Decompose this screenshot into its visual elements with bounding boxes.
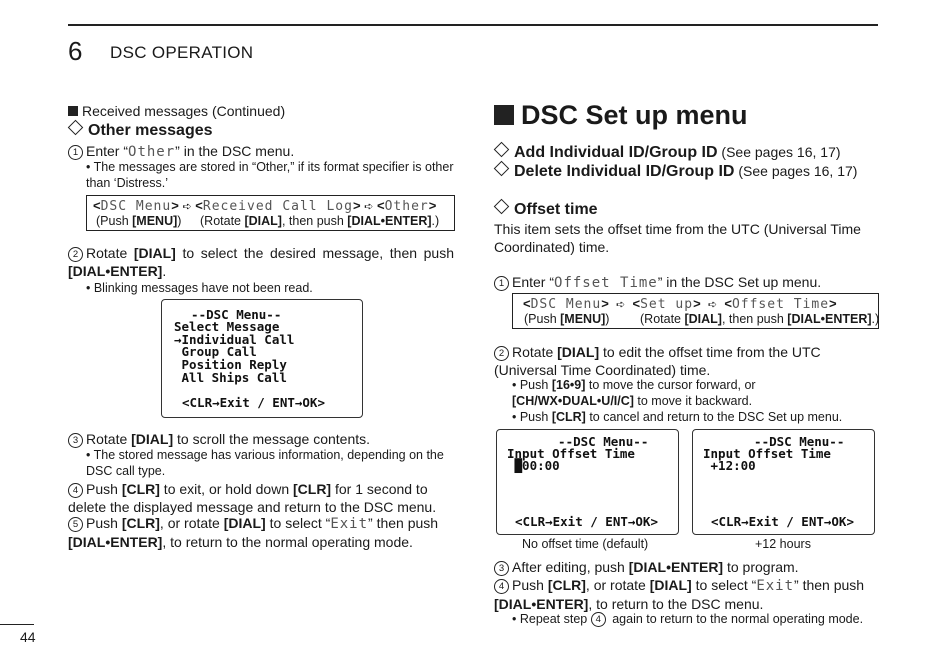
setup-path-caption-2: (Rotate [DIAL], then push [DIAL•ENTER].) [640,312,880,326]
delete-id-item: Delete Individual ID/Group ID (See pages 16, 17) [494,163,857,181]
right-step-2-note-2: • Push [CLR] to cancel and return to the DSC Set up menu. [512,410,843,424]
chapter-number: 6 [68,36,83,66]
setup-path: <DSC Menu> ➪ <Set up> ➪ <Offset Time> [523,296,837,312]
right-step-2-note-1: • Push [16•9] to move the cursor forward, or [CH/WX•DUAL•U/I/C] to move it backward. [512,378,756,408]
left-step-2: 2 Rotate [DIAL] to select the desired message, then push [DIAL•ENTER]. [68,245,454,279]
setup-path-caption-1: (Push [MENU]) [524,312,610,326]
chapter-title: DSC OPERATION [110,43,254,62]
left-step-4: 4 Push [CLR] to exit, or hold down [CLR] for 1 second to delete the displayed message and return to the DSC menu. [68,481,437,515]
left-step-1-note: • The messages are stored in “Other,” if its format specifier is other than ‘Distress.’ [86,160,454,190]
other-messages-heading: Other messages [68,122,213,140]
diamond-icon [68,120,84,136]
right-step-4: 4 Push [CLR], or rotate [DIAL] to select “Exit” then push [DIAL•ENTER], to return to the DSC menu. [494,577,865,612]
left-step-1: 1 Enter “Other” in the DSC menu. [68,142,294,161]
menu-path-caption-1: (Push [MENU]) [96,214,182,228]
page-number-rule [0,624,34,625]
left-step-5: 5 Push [CLR], or rotate [DIAL] to select “Exit” then push [DIAL•ENTER], to return to the normal operating mode. [68,515,439,550]
left-step-3: 3 Rotate [DIAL] to scroll the message contents. [68,430,370,448]
setup-menu-title: DSC Set up menu [494,100,748,131]
lcd-offset-plus-12: --DSC Menu-- Input Offset Time +12:00 <CLR→Exit / ENT→OK> [692,429,875,535]
menu-path: <DSC Menu> ➪ <Received Call Log> ➪ <Other> [93,198,437,214]
menu-path-caption-2: (Rotate [DIAL], then push [DIAL•ENTER].) [200,214,440,228]
diamond-icon [494,199,510,215]
square-bullet-icon [494,105,514,125]
section-label: Received messages (Continued) [68,102,285,120]
right-step-4-note: • Repeat step 4 again to return to the normal operating mode. [512,612,864,626]
page-number: 44 [20,629,36,645]
lcd-right-caption: +12 hours [755,537,811,551]
add-id-item: Add Individual ID/Group ID (See pages 16, 17) [494,144,841,162]
square-bullet-icon [68,106,78,116]
setup-path-box [512,293,879,329]
right-step-1: 1 Enter “Offset Time” in the DSC Set up menu. [494,273,821,292]
lcd-left-caption: No offset time (default) [522,537,649,551]
left-step-3-note: • The stored message has various information, depending on the DSC call type. [86,448,444,478]
diamond-icon [494,161,510,177]
offset-time-description: This item sets the offset time from the UTC (Universal Time Coordinated) time. [494,221,861,255]
lcd-select-message: --DSC Menu-- Select Message →Individual Call Group Call Position Reply All Ships Call <CLR→Exit / ENT→OK> [161,299,363,418]
lcd-offset-default: --DSC Menu-- Input Offset Time █00:00 <CLR→Exit / ENT→OK> [496,429,679,535]
header-rule [68,24,878,26]
offset-time-heading: Offset time [494,201,598,219]
menu-path-box [86,195,455,231]
diamond-icon [494,142,510,158]
right-step-3: 3 After editing, push [DIAL•ENTER] to program. [494,558,799,576]
right-step-2: 2 Rotate [DIAL] to edit the offset time from the UTC (Universal Time Coordinated) time. [494,344,821,378]
left-step-2-note: • Blinking messages have not been read. [86,281,313,295]
